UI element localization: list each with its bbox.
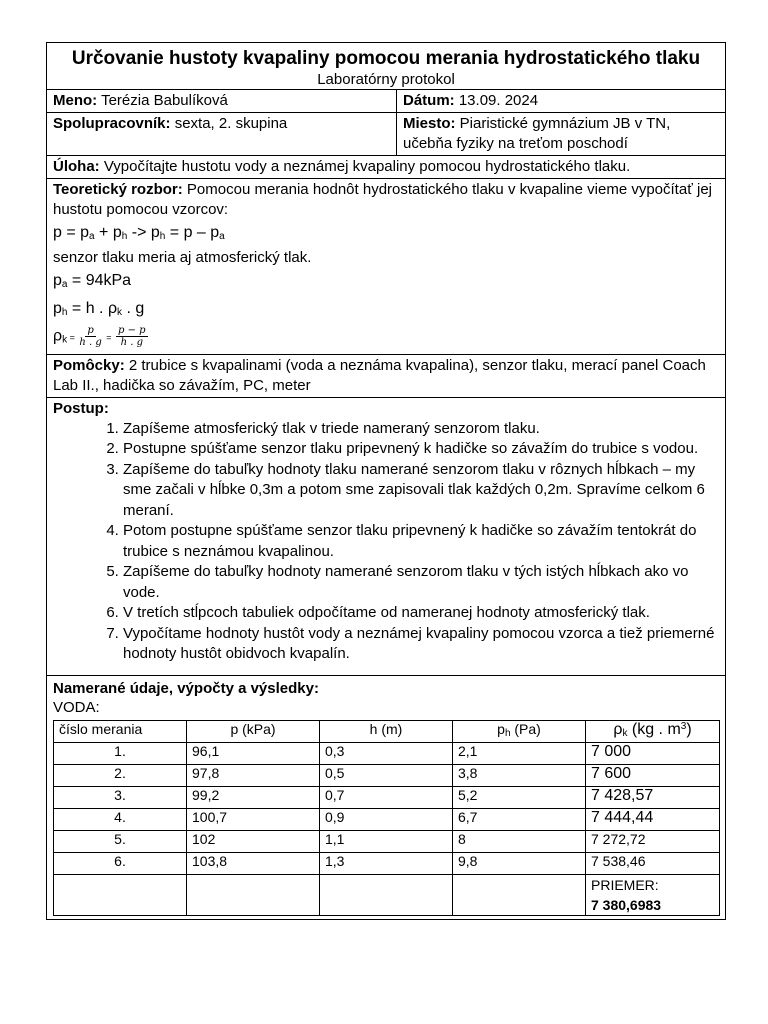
info-row-1 [47, 89, 725, 112]
cell-density: 7 444,44 [586, 808, 720, 830]
procedure-step: 3. Zapíšeme do tabuľky hodnoty tlaku namerané senzorom tlaku v rôznych hĺbkach – my sme začali v hĺbke 0,3m a potom sme zapisovali tlak každých 0,2m. Spravíme celkom 6 meraní. [123, 460, 719, 522]
theory-section [47, 178, 725, 354]
place-value-2: učebňa fyziky na treťom poschodí [403, 135, 628, 152]
average-label: PRIEMER: [591, 876, 659, 893]
task-text: Vypočítajte hustotu vody a neznámej kvapaliny pomocou hydrostatického tlaku. [103, 158, 631, 175]
tools-text: 2 trubice s kvapalinami (voda a neznáma kvapalina), senzor tlaku, merací panel Coach Lab II., hadička so závažím, PC, meter [53, 356, 706, 394]
protocol-frame [46, 42, 726, 920]
average-value: 7 380,6983 [591, 896, 662, 913]
date-value: 13.09. 2024 [458, 92, 539, 109]
cell-hydro: 2,1 [453, 742, 586, 764]
page-subtitle: Laboratórny protokol [317, 71, 455, 88]
cell-number: 6. [54, 852, 187, 874]
cell-height: 0,5 [320, 764, 453, 786]
col-header-height: h (m) [320, 720, 453, 742]
cell-number: 5. [54, 830, 187, 852]
cell-empty [54, 874, 187, 915]
partner-value: sexta, 2. skupina [174, 115, 288, 132]
task-label: Úloha: [53, 158, 100, 175]
cell-number: 1. [54, 742, 187, 764]
water-table [53, 720, 720, 916]
title-block [47, 43, 725, 89]
cell-height: 1,3 [320, 852, 453, 874]
name-label: Meno: [53, 92, 98, 109]
cell-hydro: 8 [453, 830, 586, 852]
procedure-section [47, 397, 725, 675]
tools-label: Pomôcky: [53, 356, 125, 374]
name-value: Terézia Babulíková [101, 92, 228, 109]
formula-pressure: p = pa + ph -> ph = p – pa [53, 224, 225, 242]
cell-pressure: 99,2 [187, 786, 320, 808]
cell-hydro: 9,8 [453, 852, 586, 874]
cell-empty [453, 874, 586, 915]
cell-height: 1,1 [320, 830, 453, 852]
fraction-2: $\frac{p - p}{h . g}$ [118, 325, 146, 348]
place-value-1: Piaristické gymnázium JB v TN, [459, 115, 671, 132]
name-cell [47, 90, 397, 112]
formula-density: ρk = $\frac{p}{h . g}$ = $\frac{p - p}{h . g}$ [53, 325, 146, 348]
table-row [54, 808, 720, 830]
table-row-average [54, 874, 720, 915]
cell-number: 2. [54, 764, 187, 786]
cell-hydro: 6,7 [453, 808, 586, 830]
cell-height: 0,9 [320, 808, 453, 830]
cell-empty [320, 874, 453, 915]
table-row [54, 830, 720, 852]
table-row [54, 786, 720, 808]
cell-density: 7 428,57 [586, 786, 720, 808]
cell-pressure: 102 [187, 830, 320, 852]
cell-density: 7 000 [586, 742, 720, 764]
partner-label: Spolupracovník: [53, 115, 171, 132]
cell-average [586, 874, 720, 915]
cell-density: 7 538,46 [586, 852, 720, 874]
theory-note: senzor tlaku meria aj atmosferický tlak. [53, 249, 312, 266]
cell-empty [187, 874, 320, 915]
info-row-2 [47, 112, 725, 155]
table-row [54, 852, 720, 874]
cell-pressure: 96,1 [187, 742, 320, 764]
page-title: Určovanie hustoty kvapaliny pomocou merania hydrostatického tlaku [71, 48, 701, 69]
cell-density: 7 600 [586, 764, 720, 786]
procedure-step: 1. Zapíšeme atmosferický tlak v triede nameraný senzorom tlaku. [123, 419, 719, 440]
procedure-step: 2. Postupne spúšťame senzor tlaku pripevnený k hadičke so závažím do trubice s vodou. [123, 439, 719, 460]
col-header-hydro-pressure: ph (Pa) [453, 720, 586, 742]
cell-height: 0,7 [320, 786, 453, 808]
formula-hydro: ph = h . ρk . g [53, 300, 145, 318]
procedure-list [53, 419, 719, 665]
water-label: VODA: [53, 698, 100, 716]
cell-pressure: 97,8 [187, 764, 320, 786]
col-header-number: číslo merania [54, 720, 187, 742]
place-cell [397, 113, 725, 155]
cell-pressure: 100,7 [187, 808, 320, 830]
cell-height: 0,3 [320, 742, 453, 764]
table-row [54, 764, 720, 786]
procedure-step: 4. Potom postupne spúšťame senzor tlaku pripevnený k hadičke so závažím tentokrát do trubice s neznámou kvapalinou. [123, 521, 719, 562]
results-section [47, 675, 725, 916]
table-row [54, 742, 720, 764]
place-label: Miesto: [403, 115, 456, 132]
tools-section [47, 354, 725, 397]
formula-atm: pa = 94kPa [53, 272, 132, 290]
procedure-step: 6. V tretích stĺpcoch tabuliek odpočítame od nameranej hodnoty atmosferický tlak. [123, 603, 719, 624]
task-section [47, 155, 725, 178]
cell-hydro: 5,2 [453, 786, 586, 808]
procedure-step: 5. Zapíšeme do tabuľky hodnoty namerané senzorom tlaku v tých istých hĺbkach ako vo vode. [123, 562, 719, 603]
cell-hydro: 3,8 [453, 764, 586, 786]
partner-cell [47, 113, 397, 155]
fraction-1: $\frac{p}{h . g}$ [79, 325, 102, 348]
date-cell [397, 90, 725, 112]
cell-density: 7 272,72 [586, 830, 720, 852]
date-label: Dátum: [403, 92, 455, 109]
procedure-label: Postup: [53, 399, 109, 417]
theory-label: Teoretický rozbor: [53, 181, 183, 198]
col-header-pressure: p (kPa) [187, 720, 320, 742]
results-label: Namerané údaje, výpočty a výsledky: [53, 679, 319, 697]
procedure-step: 7. Vypočítame hodnoty hustôt vody a neznámej kvapaliny pomocou vzorca a tiež priemerné hodnoty hustôt obidvoch kvapalín. [123, 624, 719, 665]
col-header-density: ρk (kg . $m^3$) [586, 720, 720, 742]
cell-number: 4. [54, 808, 187, 830]
cell-number: 3. [54, 786, 187, 808]
cell-pressure: 103,8 [187, 852, 320, 874]
theory-text: Pomocou merania hodnôt hydrostatického tlaku v kvapaline vieme vypočítať jej hustotu pomocou vzorcov: [53, 181, 712, 218]
table-header-row [54, 720, 720, 742]
